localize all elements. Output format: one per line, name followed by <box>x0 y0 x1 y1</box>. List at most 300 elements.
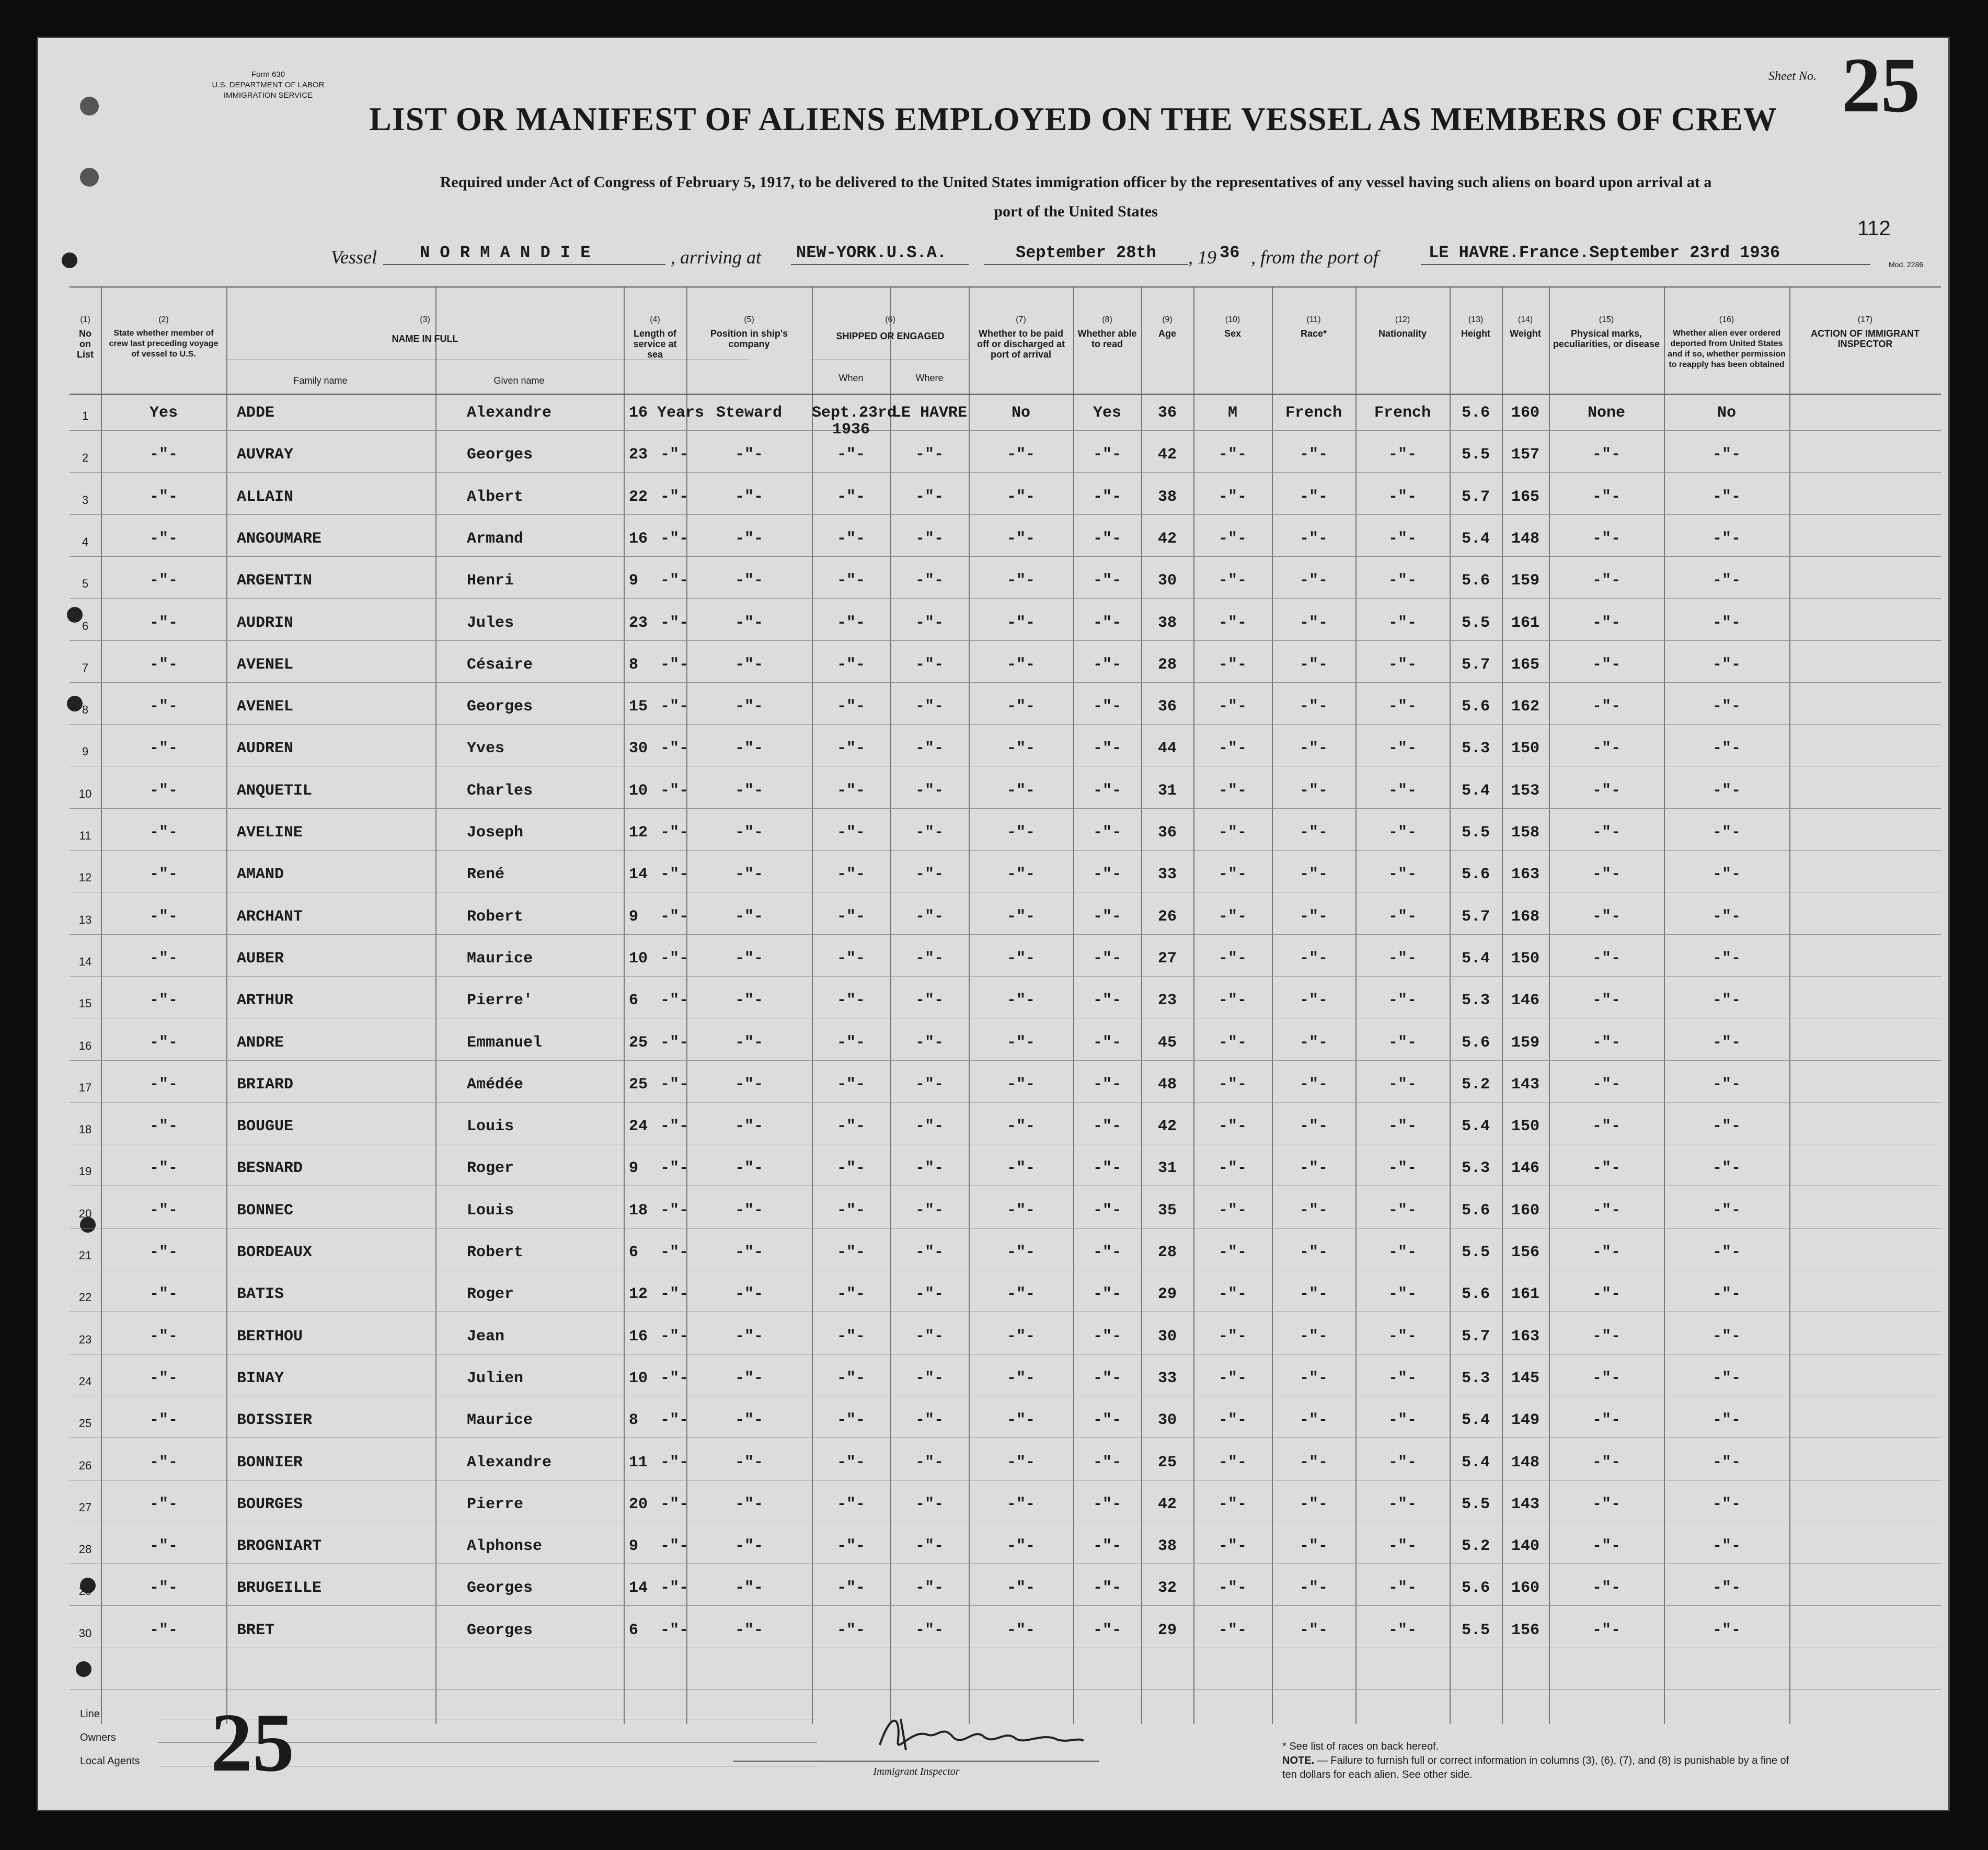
cell-age: 31 <box>1157 1159 1177 1177</box>
cell-where-ditto: -"- <box>915 1496 944 1513</box>
col-header-c14: Weight <box>1510 328 1541 339</box>
cell-nat-ditto: -"- <box>1388 992 1417 1009</box>
cell-given: Jules <box>467 614 514 632</box>
cell-nat-ditto: -"- <box>1388 530 1417 548</box>
cell-position-ditto: -"- <box>734 908 763 926</box>
cell-service: 15 <box>629 698 648 716</box>
cell-service-ditto: -"- <box>660 572 689 590</box>
cell-height: 5.6 <box>1461 866 1490 883</box>
cell-service: 16 Years <box>629 404 705 422</box>
table-row <box>70 1537 1941 1564</box>
form-header <box>190 70 347 101</box>
cell-height: 5.6 <box>1461 404 1490 422</box>
cell-deported-ditto: -"- <box>1712 446 1741 464</box>
cell-family: ANQUETIL <box>237 782 313 800</box>
cell-read-ditto: -"- <box>1093 1034 1121 1052</box>
cell-service: 23 <box>629 446 648 464</box>
cell-where-ditto: -"- <box>915 656 944 674</box>
cell-deported-ditto: -"- <box>1712 908 1741 926</box>
cell-when-ditto: -"- <box>836 1202 865 1220</box>
row-rule <box>70 598 1941 599</box>
cell-race-ditto: -"- <box>1299 950 1328 968</box>
cell-service: 12 <box>629 1285 648 1303</box>
cell-read-ditto: -"- <box>1093 950 1121 968</box>
cell-given: Albert <box>467 488 524 506</box>
col-number-c13: (13) <box>1468 315 1484 324</box>
cell-paid-ditto: -"- <box>1006 1537 1035 1555</box>
cell-marks-ditto: -"- <box>1592 1285 1621 1303</box>
table-row <box>70 1244 1941 1270</box>
cell-weight: 150 <box>1511 740 1539 757</box>
col-header-c16: Whether alien ever ordered deported from United States and if so, whether permission to reapply has been obtained <box>1668 329 1786 369</box>
cell-marks-ditto: -"- <box>1592 1244 1621 1261</box>
cell-race-ditto: -"- <box>1299 1496 1328 1513</box>
cell-sex-ditto: -"- <box>1218 1118 1247 1135</box>
row-rule <box>70 850 1941 851</box>
row-rule <box>70 430 1941 431</box>
subtitle <box>226 168 1925 226</box>
cell-position-ditto: -"- <box>734 488 763 506</box>
cell-service-ditto: -"- <box>660 866 689 883</box>
cell-where-ditto: -"- <box>915 1244 944 1261</box>
cell-given: Robert <box>467 908 524 926</box>
row-number: 4 <box>82 535 89 548</box>
cell-race-ditto: -"- <box>1299 1285 1328 1303</box>
cell-nat-ditto: -"- <box>1388 1622 1417 1639</box>
cell-read-ditto: -"- <box>1093 1244 1121 1261</box>
cell-marks-ditto: -"- <box>1592 1411 1621 1429</box>
cell-prev-ditto: -"- <box>149 1454 178 1472</box>
cell-when-ditto: -"- <box>836 572 865 590</box>
cell-family: AVENEL <box>237 656 294 674</box>
cell-weight: 163 <box>1511 866 1539 883</box>
cell-where-ditto: -"- <box>915 1328 944 1346</box>
col-header-c1: No on List <box>76 328 94 360</box>
cell-given: Alexandre <box>467 404 552 422</box>
cell-position-ditto: -"- <box>734 656 763 674</box>
row-rule <box>70 808 1941 809</box>
cell-marks-ditto: -"- <box>1592 530 1621 548</box>
col-number-c10: (10) <box>1225 315 1240 324</box>
cell-given: Roger <box>467 1285 514 1303</box>
row-rule <box>70 934 1941 935</box>
page-mark: 112 <box>1857 217 1891 240</box>
cell-sex-ditto: -"- <box>1218 992 1247 1009</box>
cell-read-ditto: -"- <box>1093 1118 1121 1135</box>
cell-marks-ditto: -"- <box>1592 782 1621 800</box>
cell-given: Julien <box>467 1370 524 1387</box>
cell-service: 24 <box>629 1118 648 1135</box>
cell-service: 20 <box>629 1496 648 1513</box>
cell-nat-ditto: -"- <box>1388 866 1417 883</box>
cell-read-ditto: -"- <box>1093 488 1121 506</box>
cell-service-ditto: -"- <box>660 782 689 800</box>
cell-service-ditto: -"- <box>660 698 689 716</box>
cell-weight: 165 <box>1511 656 1539 674</box>
cell-height: 5.4 <box>1461 1454 1490 1472</box>
arriving-label: , arriving at <box>671 247 762 268</box>
cell-marks-ditto: -"- <box>1592 1328 1621 1346</box>
col-header-c10: Sex <box>1224 328 1242 339</box>
col-header-family: Family name <box>293 375 348 386</box>
table-row <box>70 1034 1941 1060</box>
cell-where-ditto: -"- <box>915 1537 944 1555</box>
row-number: 30 <box>78 1627 92 1640</box>
cell-where-ditto: -"- <box>915 1118 944 1135</box>
cell-age: 45 <box>1157 1034 1177 1052</box>
cell-race-ditto: -"- <box>1299 1328 1328 1346</box>
cell-given: Joseph <box>467 824 524 842</box>
cell-read-ditto: -"- <box>1093 572 1121 590</box>
cell-service-ditto: -"- <box>660 530 689 548</box>
cell-nat-ditto: -"- <box>1388 1285 1417 1303</box>
inspector-signature <box>869 1708 1089 1761</box>
cell-service: 11 <box>629 1454 648 1472</box>
cell-family: BATIS <box>237 1285 284 1303</box>
cell-race-ditto: -"- <box>1299 740 1328 757</box>
cell-race-ditto: -"- <box>1299 1159 1328 1177</box>
row-number: 9 <box>82 745 89 758</box>
cell-service: 9 <box>629 1537 639 1555</box>
cell-race-ditto: -"- <box>1299 572 1328 590</box>
table-row <box>70 1202 1941 1228</box>
cell-marks-ditto: -"- <box>1592 1159 1621 1177</box>
cell-service-ditto: -"- <box>660 1159 689 1177</box>
cell-position-ditto: -"- <box>734 698 763 716</box>
cell-marks-ditto: -"- <box>1592 1496 1621 1513</box>
cell-paid-ditto: -"- <box>1006 1411 1035 1429</box>
row-number: 29 <box>78 1584 92 1598</box>
cell-prev-ditto: -"- <box>149 740 178 757</box>
cell-height: 5.7 <box>1461 488 1490 506</box>
cell-family: BOUGUE <box>237 1118 294 1135</box>
cell-service: 14 <box>629 866 648 883</box>
cell-nat-ditto: -"- <box>1388 1328 1417 1346</box>
cell-given: Robert <box>467 1244 524 1261</box>
cell-sex-ditto: -"- <box>1218 698 1247 716</box>
cell-weight: 160 <box>1511 404 1539 422</box>
cell-read-ditto: -"- <box>1093 1622 1121 1639</box>
subtitle-line2: port of the United States <box>994 203 1158 220</box>
cell-age: 36 <box>1157 404 1177 422</box>
col-header-c6: SHIPPED OR ENGAGED <box>836 331 945 341</box>
cell-marks-ditto: -"- <box>1592 488 1621 506</box>
table-row <box>70 1370 1941 1396</box>
cell-where-ditto: -"- <box>915 1159 944 1177</box>
col-header-where: Where <box>915 373 944 383</box>
cell-race-ditto: -"- <box>1299 992 1328 1009</box>
cell-nat-ditto: -"- <box>1388 1159 1417 1177</box>
cell-sex-ditto: -"- <box>1218 446 1247 464</box>
cell-marks-ditto: -"- <box>1592 1202 1621 1220</box>
row-number: 17 <box>78 1081 92 1094</box>
cell-sex-ditto: -"- <box>1218 1244 1247 1261</box>
cell-position-ditto: -"- <box>734 446 763 464</box>
cell-sex-ditto: -"- <box>1218 782 1247 800</box>
cell-prev-ditto: -"- <box>149 866 178 883</box>
cell-height: 5.4 <box>1461 530 1490 548</box>
cell-weight: 150 <box>1511 950 1539 968</box>
cell-when-ditto: -"- <box>836 446 865 464</box>
cell-given: Armand <box>467 530 524 548</box>
row-rule <box>70 640 1941 641</box>
cell-weight: 156 <box>1511 1622 1539 1639</box>
table-row <box>70 572 1941 598</box>
footnote <box>1282 1740 1805 1782</box>
cell-paid-ditto: -"- <box>1006 908 1035 926</box>
cell-prev-ditto: -"- <box>149 572 178 590</box>
cell-nat-ditto: -"- <box>1388 1454 1417 1472</box>
cell-weight: 153 <box>1511 782 1539 800</box>
cell-paid-ditto: -"- <box>1006 1496 1035 1513</box>
cell-read-ditto: -"- <box>1093 1202 1121 1220</box>
table-row <box>70 1076 1941 1102</box>
cell-marks-ditto: -"- <box>1592 824 1621 842</box>
sheet-label: Sheet No. <box>1768 70 1817 83</box>
cell-service-ditto: -"- <box>660 1118 689 1135</box>
cell-sex-ditto: -"- <box>1218 1202 1247 1220</box>
cell-race-ditto: -"- <box>1299 1076 1328 1094</box>
cell-prev-ditto: -"- <box>149 992 178 1009</box>
cell-when-ditto: -"- <box>836 698 865 716</box>
cell-marks-ditto: -"- <box>1592 1076 1621 1094</box>
header-bottom-rule <box>70 394 1941 395</box>
cell-family: BROGNIART <box>237 1537 322 1555</box>
cell-weight: 150 <box>1511 1118 1539 1135</box>
cell-family: AVENEL <box>237 698 294 716</box>
cell-age: 28 <box>1157 1244 1177 1261</box>
cell-when-ditto: -"- <box>836 908 865 926</box>
cell-paid-ditto: -"- <box>1006 1034 1035 1052</box>
agents-label: Local Agents <box>80 1755 140 1767</box>
col-header-when: When <box>838 373 864 383</box>
cell-when-ditto: -"- <box>836 1244 865 1261</box>
cell-nat-ditto: -"- <box>1388 1579 1417 1597</box>
cell-when-ditto: -"- <box>836 950 865 968</box>
cell-sex-ditto: -"- <box>1218 1454 1247 1472</box>
cell-age: 38 <box>1157 614 1177 632</box>
cell-position-ditto: -"- <box>734 1285 763 1303</box>
cell-read-ditto: -"- <box>1093 740 1121 757</box>
cell-position-ditto: -"- <box>734 1076 763 1094</box>
cell-height: 5.2 <box>1461 1537 1490 1555</box>
row-rule <box>70 1060 1941 1061</box>
row-number: 25 <box>78 1417 92 1430</box>
cell-nat-ditto: -"- <box>1388 1034 1417 1052</box>
cell-prev-ditto: -"- <box>149 824 178 842</box>
cell-prev-ditto: -"- <box>149 1076 178 1094</box>
col-number-c1: (1) <box>80 315 90 324</box>
cell-family: BOISSIER <box>237 1411 313 1429</box>
cell-race-ditto: -"- <box>1299 530 1328 548</box>
cell-height: 5.5 <box>1461 824 1490 842</box>
line-label: Line <box>80 1708 100 1720</box>
cell-when-year: 1936 <box>832 421 870 439</box>
cell-height: 5.5 <box>1461 1244 1490 1261</box>
cell-paid-ditto: -"- <box>1006 1202 1035 1220</box>
col-header-c17: ACTION OF IMMIGRANT INSPECTOR <box>1811 328 1920 349</box>
signature-line <box>733 1761 1099 1762</box>
cell-read-ditto: -"- <box>1093 1496 1121 1513</box>
cell-given: Georges <box>467 1622 533 1639</box>
cell-paid-ditto: -"- <box>1006 488 1035 506</box>
cell-family: AUDREN <box>237 740 294 757</box>
cell-nat-ditto: -"- <box>1388 572 1417 590</box>
from-label: , from the port of <box>1251 247 1378 268</box>
cell-given: Georges <box>467 698 533 716</box>
cell-sex-ditto: -"- <box>1218 950 1247 968</box>
row-number: 24 <box>78 1375 92 1388</box>
cell-height: 5.5 <box>1461 1496 1490 1513</box>
cell-where-ditto: -"- <box>915 1622 944 1639</box>
cell-deported-ditto: -"- <box>1712 866 1741 883</box>
cell-prev-ditto: -"- <box>149 488 178 506</box>
cell-family: ARCHANT <box>237 908 303 926</box>
cell-age: 31 <box>1157 782 1177 800</box>
cell-deported-ditto: -"- <box>1712 1537 1741 1555</box>
cell-nat-ditto: -"- <box>1388 1496 1417 1513</box>
cell-deported-ditto: -"- <box>1712 1370 1741 1387</box>
cell-nat-ditto: -"- <box>1388 824 1417 842</box>
cell-age: 32 <box>1157 1579 1177 1597</box>
cell-nat-ditto: -"- <box>1388 656 1417 674</box>
col-header-c15: Physical marks, peculiarities, or disease <box>1553 328 1660 349</box>
row-number: 8 <box>82 703 89 716</box>
note-text: — Failure to furnish full or correct information in columns (3), (6), (7), and (8) is punishable by a fine of ten dollars for each alien. See other side. <box>1282 1755 1789 1780</box>
col-number-c15: (15) <box>1599 315 1614 324</box>
row-number: 3 <box>82 493 89 507</box>
cell-nat-ditto: -"- <box>1388 1202 1417 1220</box>
cell-deported-ditto: -"- <box>1712 1285 1741 1303</box>
cell-family: AUBER <box>237 950 284 968</box>
table-row <box>70 446 1941 472</box>
cell-paid-ditto: -"- <box>1006 782 1035 800</box>
cell-position-ditto: -"- <box>734 1370 763 1387</box>
cell-nat-ditto: -"- <box>1388 1411 1417 1429</box>
cell-marks-ditto: -"- <box>1592 740 1621 757</box>
cell-age: 48 <box>1157 1076 1177 1094</box>
cell-when-ditto: -"- <box>836 992 865 1009</box>
cell-when: Sept.23rd <box>812 404 897 422</box>
cell-weight: 143 <box>1511 1496 1539 1513</box>
cell-service: 16 <box>629 530 648 548</box>
row-rule <box>70 682 1941 683</box>
row-number: 18 <box>78 1123 92 1136</box>
cell-age: 30 <box>1157 1411 1177 1429</box>
cell-paid-ditto: -"- <box>1006 950 1035 968</box>
cell-paid-ditto: -"- <box>1006 698 1035 716</box>
cell-sex-ditto: -"- <box>1218 1285 1247 1303</box>
cell-sex-ditto: -"- <box>1218 1328 1247 1346</box>
cell-service-ditto: -"- <box>660 824 689 842</box>
cell-race-ditto: -"- <box>1299 1202 1328 1220</box>
table-top-rule <box>70 286 1941 288</box>
cell-paid-ditto: -"- <box>1006 1579 1035 1597</box>
cell-where-ditto: -"- <box>915 488 944 506</box>
row-number: 19 <box>78 1165 92 1178</box>
cell-marks-ditto: -"- <box>1592 1622 1621 1639</box>
cell-read-ditto: -"- <box>1093 824 1121 842</box>
row-number: 6 <box>82 619 89 633</box>
cell-where-ditto: -"- <box>915 950 944 968</box>
table-row <box>70 1411 1941 1438</box>
cell-weight: 162 <box>1511 698 1539 716</box>
cell-position: Steward <box>716 404 783 422</box>
cell-prev-ditto: -"- <box>149 530 178 548</box>
cell-where-ditto: -"- <box>915 1370 944 1387</box>
cell-weight: 160 <box>1511 1579 1539 1597</box>
cell-deported-ditto: -"- <box>1712 1496 1741 1513</box>
cell-nat-ditto: -"- <box>1388 1118 1417 1135</box>
cell-when-ditto: -"- <box>836 1159 865 1177</box>
cell-age: 30 <box>1157 572 1177 590</box>
cell-position-ditto: -"- <box>734 1202 763 1220</box>
cell-position-ditto: -"- <box>734 950 763 968</box>
cell-race-ditto: -"- <box>1299 488 1328 506</box>
cell-weight: 161 <box>1511 1285 1539 1303</box>
cell-when-ditto: -"- <box>836 1496 865 1513</box>
row-rule <box>70 1605 1941 1606</box>
cell-paid-ditto: -"- <box>1006 656 1035 674</box>
cell-nat-ditto: -"- <box>1388 1537 1417 1555</box>
table-row <box>70 1454 1941 1480</box>
col-header-c7: Whether to be paid off or discharged at port of arrival <box>976 328 1065 360</box>
cell-height: 5.6 <box>1461 1034 1490 1052</box>
cell-where-ditto: -"- <box>915 1076 944 1094</box>
cell-position-ditto: -"- <box>734 740 763 757</box>
col-number-c17: (17) <box>1857 315 1873 324</box>
cell-race-ditto: -"- <box>1299 824 1328 842</box>
cell-height: 5.6 <box>1461 1285 1490 1303</box>
cell-deported-ditto: -"- <box>1712 1328 1741 1346</box>
sheet-number: 25 <box>1842 42 1920 129</box>
cell-given: Jean <box>467 1328 505 1346</box>
cell-service-ditto: -"- <box>660 1328 689 1346</box>
table-row <box>70 1159 1941 1186</box>
cell-height: 5.6 <box>1461 1579 1490 1597</box>
cell-height: 5.7 <box>1461 1328 1490 1346</box>
cell-where-ditto: -"- <box>915 1411 944 1429</box>
cell-weight: 140 <box>1511 1537 1539 1555</box>
cell-paid-ditto: -"- <box>1006 1328 1035 1346</box>
cell-weight: 159 <box>1511 1034 1539 1052</box>
cell-family: BONNIER <box>237 1454 303 1472</box>
cell-when-ditto: -"- <box>836 1076 865 1094</box>
cell-sex-ditto: -"- <box>1218 656 1247 674</box>
cell-service-ditto: -"- <box>660 1411 689 1429</box>
cell-when-ditto: -"- <box>836 782 865 800</box>
cell-race-ditto: -"- <box>1299 1244 1328 1261</box>
cell-deported-ditto: -"- <box>1712 572 1741 590</box>
manifest-sheet <box>37 37 1950 1811</box>
cell-position-ditto: -"- <box>734 572 763 590</box>
cell-prev-ditto: -"- <box>149 1034 178 1052</box>
cell-height: 5.6 <box>1461 572 1490 590</box>
cell-height: 5.4 <box>1461 782 1490 800</box>
cell-height: 5.4 <box>1461 1118 1490 1135</box>
cell-age: 36 <box>1157 824 1177 842</box>
cell-position-ditto: -"- <box>734 1622 763 1639</box>
cell-sex-ditto: -"- <box>1218 1411 1247 1429</box>
page-title: LIST OR MANIFEST OF ALIENS EMPLOYED ON THE VESSEL AS MEMBERS OF CREW <box>369 100 1777 137</box>
cell-family: ARGENTIN <box>237 572 313 590</box>
cell-nat-ditto: -"- <box>1388 488 1417 506</box>
cell-age: 26 <box>1157 908 1177 926</box>
cell-given: Maurice <box>467 950 533 968</box>
cell-when-ditto: -"- <box>836 1118 865 1135</box>
cell-read-ditto: -"- <box>1093 1159 1121 1177</box>
cell-sex-ditto: -"- <box>1218 740 1247 757</box>
